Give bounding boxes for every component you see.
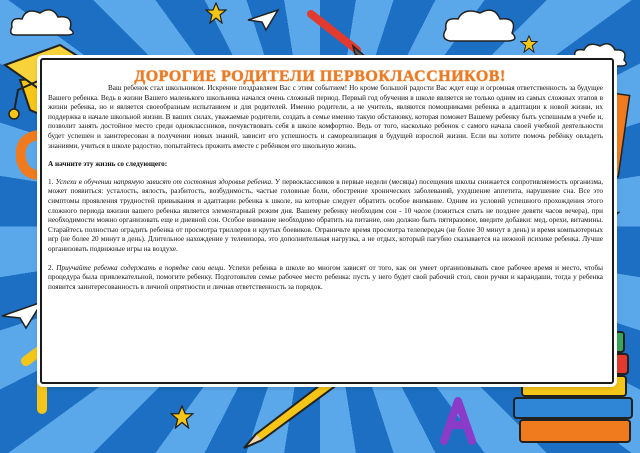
paintbrush-icon	[305, 10, 375, 62]
letter-body	[48, 84, 603, 292]
list-item-health	[48, 178, 603, 255]
star-icon	[205, 2, 227, 24]
letter-a-icon	[440, 395, 476, 445]
paper-plane-icon	[0, 300, 44, 330]
item-number: 2.	[48, 263, 54, 272]
cloud-icon	[8, 5, 78, 39]
item-text: . Успехи ребенка в школе во многом зависят от того, как он умеет организовывать свое рабочее время и место, чтобы процедура была привлекательной, помогите ребенку. Подготовьтев семье рабочее место ребенка: пусть у него будет свой рабочий стол, свои ручки и карандаши, тогда у ребенка появится заинтересованность в личной опрятности и личная ответственность за порядок.	[48, 263, 603, 291]
list-item-order	[48, 264, 603, 293]
item-text: . У первоклассников в первые недели (месяцы) посещения школы снижается сопротивляемость организма, может появиться: усталость, вялость, разбитость, возбудимость, частые головные боли, обострение хронических заболеваний, ухудшение аппетита, нарушение сна. Все это симптомы проявления трудностей привыкания и адаптации ребенка к школе, на которые следует обратить особое внимание. Одним из условий успешного прохождения этого сложного периода вжизни вашего ребенка является элементарный режим дня. Вашему ребенку необходим сон - 10	[48, 177, 603, 215]
star-icon	[170, 405, 194, 429]
item-emphasis: часов	[413, 206, 431, 215]
subheading: А начните эту жизнь со следующего:	[48, 160, 168, 169]
star-icon	[520, 35, 538, 53]
page-title: ДОРОГИЕ РОДИТЕЛИ ПЕРВОКЛАССНИКОВ!	[134, 68, 506, 85]
item-number: 1.	[48, 177, 54, 186]
cloud-icon	[440, 5, 520, 45]
intro-paragraph: Ваш ребенок стал школьником. Искренне поздравляем Вас с этим событием! Но кроме большой радости Вас ждет еще и огромная ответственность за будущее Вашего ребенка. Ведь в жизни Вашего маленького школьника начался очень сложный период. Первый год обучения в школе является не только одним из самых сложных этапов в жизни ребенка, но и является своеобразным испытанием и для родителей. Именно родители, а не учитель, являются помощниками ребенка в адаптации к новой жизни, их поддержка в начале школьной жизни. В ваших силах, уважаемые родители, создать в семье именно такую обстановку, которая поможет Вашему ребенку быть успешным в учебе и, позволит занять достойное место среди одноклассников, почувствовать себя в школе комфортно. Ведь от того, насколько ребенок с самого начала своей учебной деятельности будет успешен и заинтересован в получении новых знаний, зависит его успешность и самореализация в будущей взрослой жизни. Если вы хотите помочь ребёнку овладеть знаниями, учиться в школе радостно, попытайтесь прожить вместе с ребёнком его школьную жизнь.	[48, 84, 603, 150]
item-lead: Приучайте ребенка содержать в порядке свои вещи	[56, 263, 224, 272]
paper-plane-icon	[246, 8, 280, 32]
item-text-cont: (ложиться спать не позднее девяти часов вечера), при необходимости можно организовать еще и дневной сон. Особое внимание необходимо обратить на питание, оно должно быть пятиразовое, введите добавки: мед, орехи, витамины. Старайтесь полностью оградить ребенка от просмотра триллеров и крутых боевиков. Ограничьте время просмотра телепередач (не более 30 минут в день) и время компьютерных игр (не более 20 минут в день). Длительное нахождение у телевизора, это дополнительная нагрузка, а не отдых, который пагубно сказывается на нежной психике ребенка. Лучше организовать подвижные игры на воздухе.	[48, 206, 603, 253]
item-lead: Успехи в обучении напрямую зависят от состояния здоровья ребенка	[55, 177, 272, 186]
